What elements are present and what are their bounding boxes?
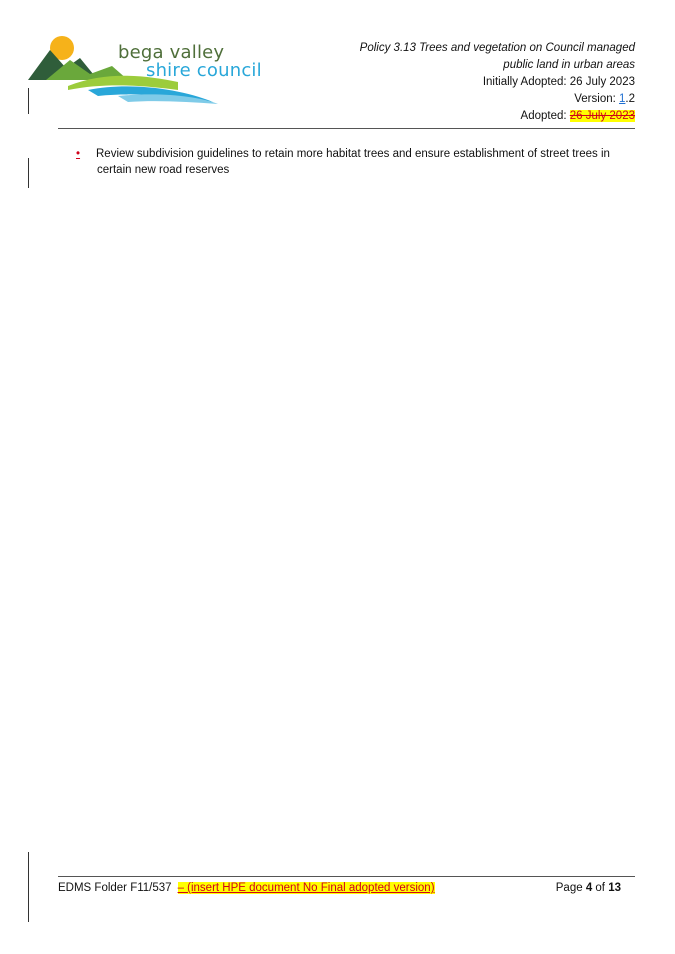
page-total: 13 (608, 882, 621, 894)
version-inserted: 1 (619, 93, 626, 105)
footer-rule (58, 876, 635, 877)
header-rule (58, 128, 635, 129)
bullet-marker: • (76, 148, 81, 160)
version-label: Version: (574, 93, 619, 105)
policy-title-line1: Policy 3.13 Trees and vegetation on Council managed (359, 42, 635, 54)
adopted-deleted-date: 26 July 2023 (569, 110, 635, 122)
footer-inserted-note: – (insert HPE document No Final adopted version) (177, 882, 435, 894)
version-line (360, 91, 635, 108)
bullet-text-line2: certain new road reserves (97, 164, 230, 176)
page-number (556, 882, 621, 894)
initially-adopted: Initially Adopted: 26 July 2023 (482, 76, 635, 88)
page-prefix: Page (555, 882, 586, 894)
adopted-line (360, 108, 635, 125)
page-of: of (592, 882, 609, 894)
logo-text-bega-valley: bega valley (118, 42, 225, 63)
change-bar-body (28, 158, 29, 188)
change-bar-footer (28, 852, 29, 922)
policy-title-line2: public land in urban areas (503, 59, 635, 71)
document-header (360, 40, 635, 125)
edms-folder: EDMS Folder F11/537 (58, 882, 172, 894)
page-current: 4 (585, 882, 593, 894)
version-rest: .2 (625, 93, 635, 105)
footer-left (58, 882, 435, 894)
change-bar-header (28, 88, 29, 114)
bullet-item (76, 146, 636, 178)
logo-text-shire-council: shire council (146, 60, 262, 81)
adopted-label: Adopted: (520, 110, 570, 122)
bullet-text-line1: Review subdivision guidelines to retain more habitat trees and ensure establishment of street trees in (96, 148, 610, 160)
